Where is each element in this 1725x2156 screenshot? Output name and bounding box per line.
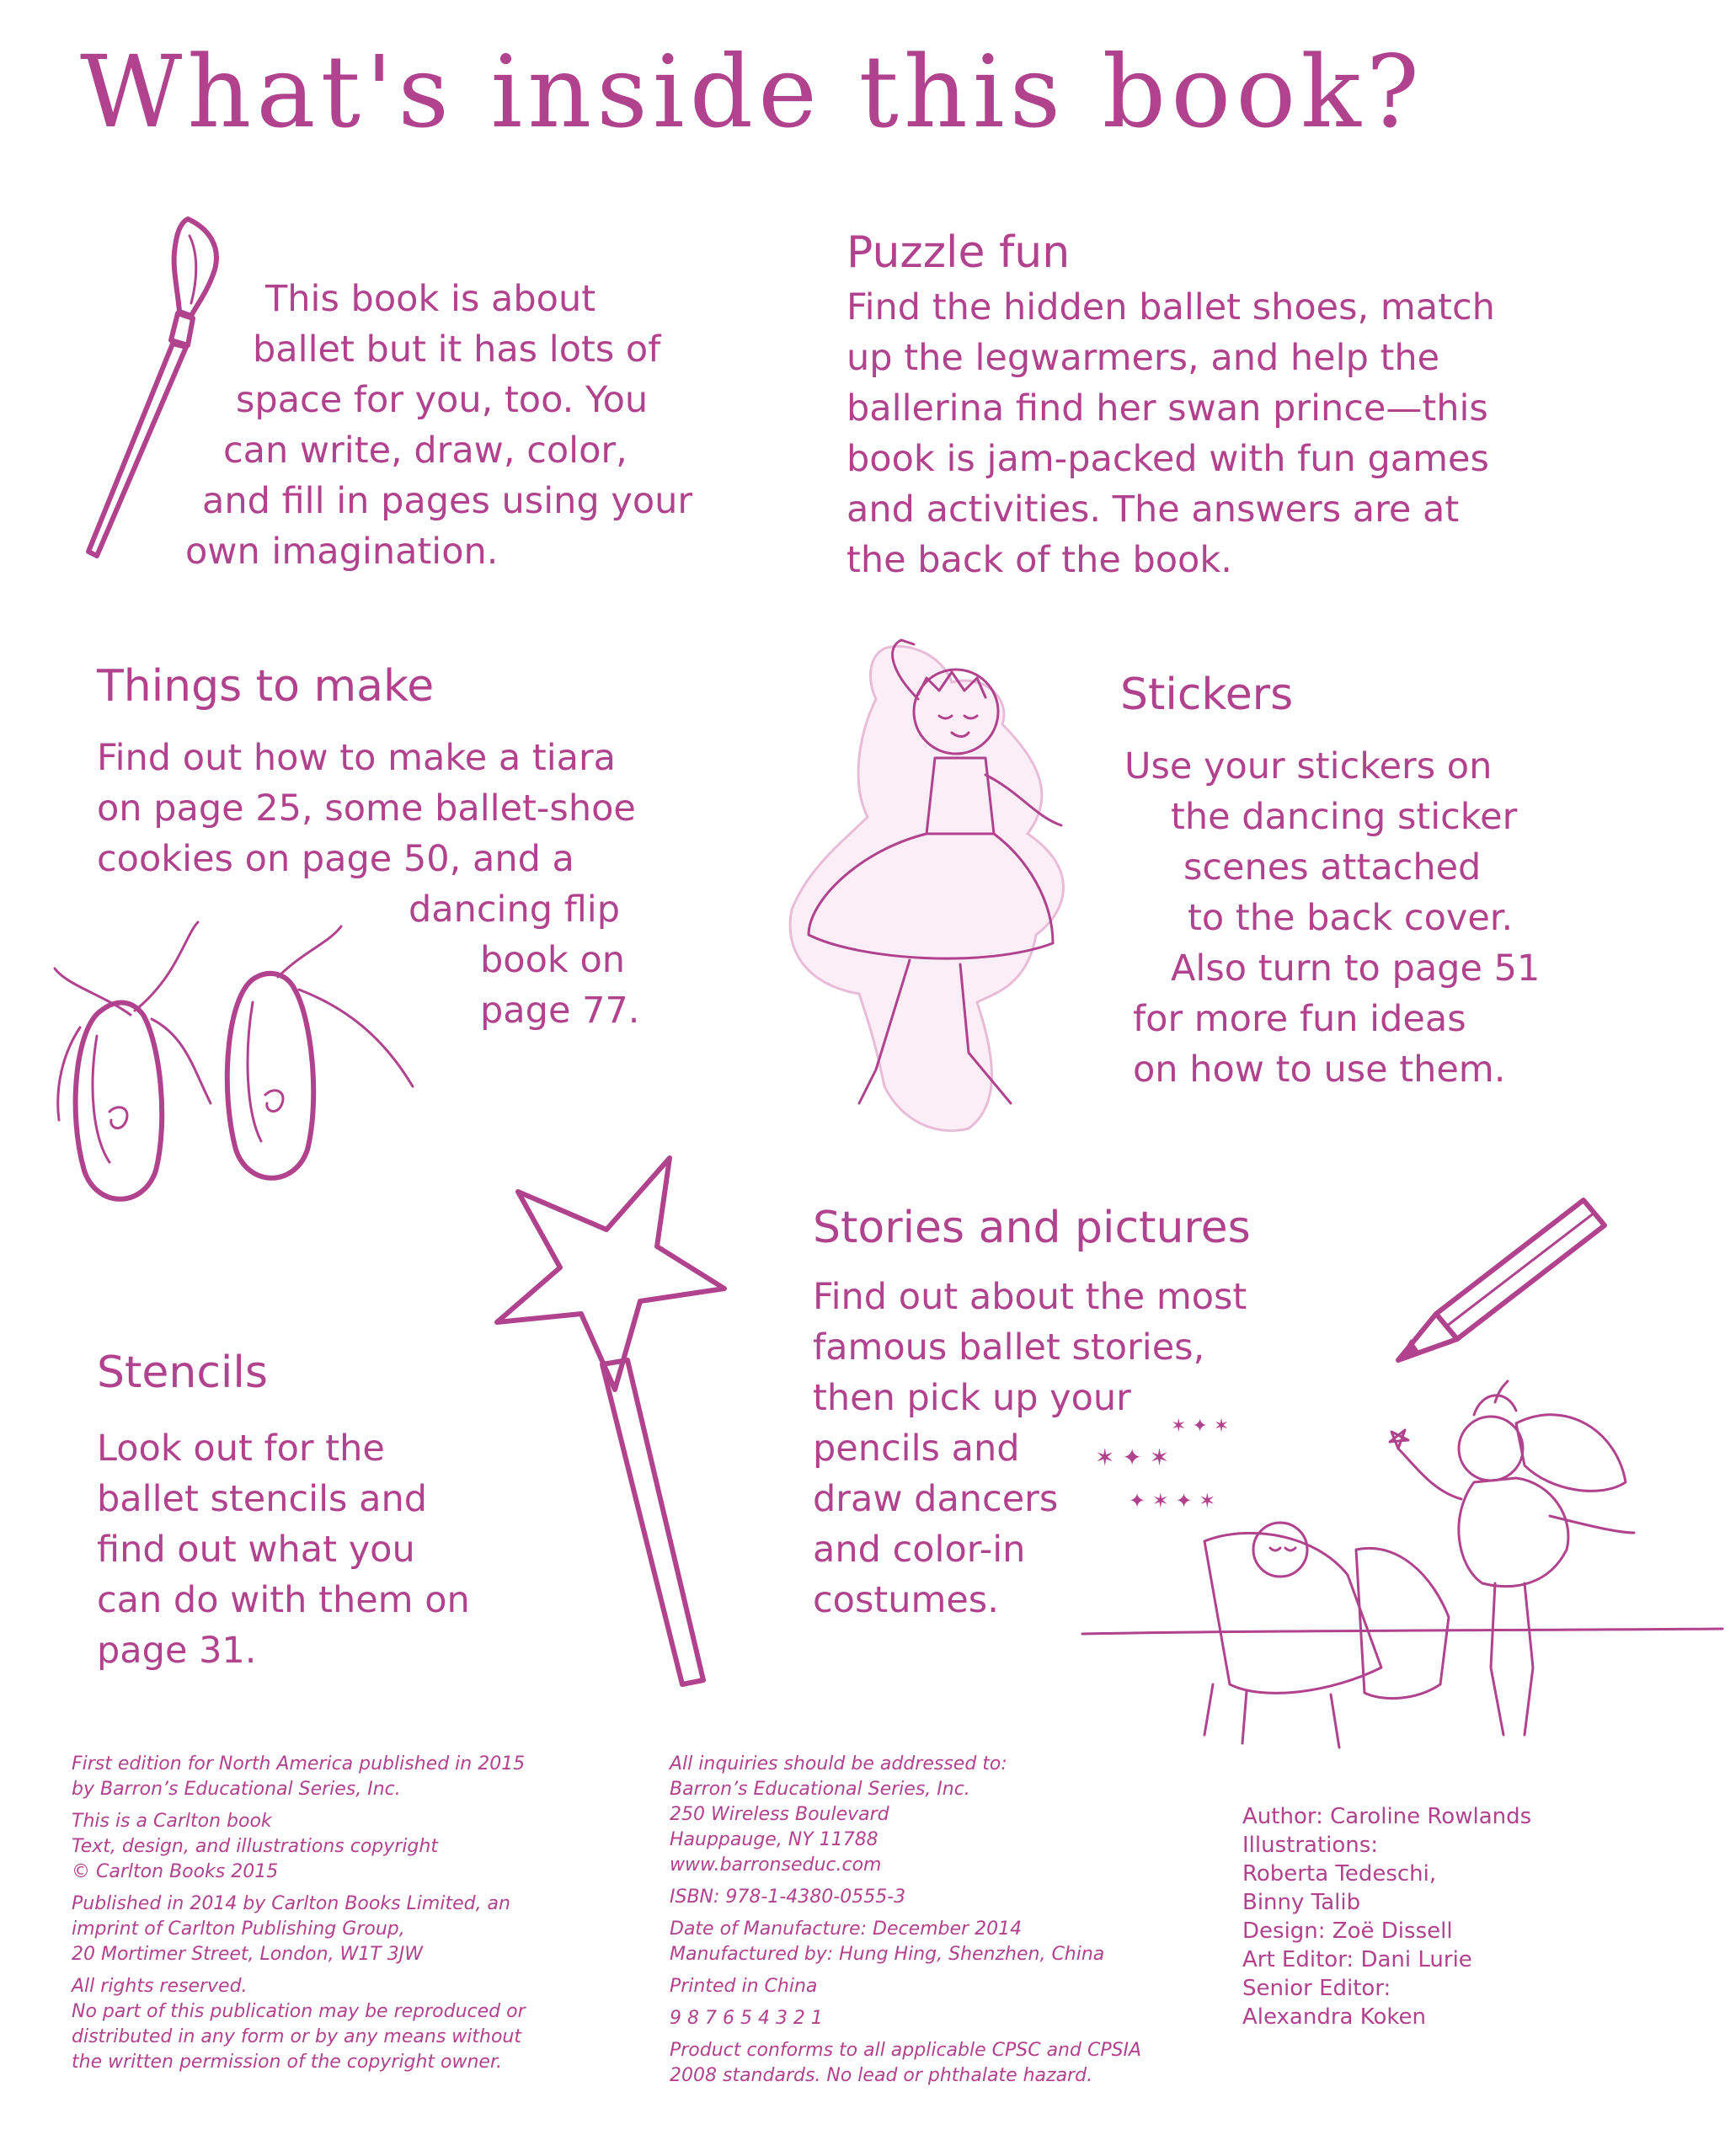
copyright-line: imprint of Carlton Publishing Group, — [72, 1919, 405, 1940]
stickers-line: Also turn to page 51 — [1171, 947, 1541, 990]
credits-block — [1242, 1802, 1531, 2031]
things-line: on page 25, some ballet-shoe — [97, 787, 636, 830]
stories-line: famous ballet stories, — [813, 1326, 1205, 1369]
copyright-line: First edition for North America published in 2015 — [72, 1753, 526, 1774]
credit-line: Roberta Tedeschi, — [1242, 1861, 1437, 1886]
puzzle-line: ballerina find her swan prince—this — [846, 387, 1488, 430]
publisher-line[interactable]: www.barronseduc.com — [670, 1854, 882, 1876]
copyright-line: All rights reserved. — [72, 1976, 248, 1997]
stickers-line: to the back cover. — [1188, 897, 1514, 939]
credit-line: Senior Editor: — [1242, 1976, 1391, 2001]
copyright-line: 20 Mortimer Street, London, W1T 3JW — [72, 1944, 423, 1965]
copyright-line: Text, design, and illustrations copyright — [72, 1836, 438, 1857]
publisher-para — [670, 2006, 1141, 2031]
copyright-para — [72, 1974, 526, 2075]
star-wand-icon — [480, 1154, 733, 1693]
stencils-text — [97, 1423, 470, 1676]
puzzle-line: the back of the book. — [846, 539, 1232, 581]
copyright-line: distributed in any form or by any means without — [72, 2026, 521, 2047]
credit-line: Illustrations: — [1242, 1833, 1379, 1858]
ballet-shoes-icon — [51, 918, 446, 1221]
publisher-line: Printed in China — [670, 1976, 818, 1997]
stencils-line: find out what you — [97, 1529, 415, 1571]
publisher-line: All inquiries should be addressed to: — [670, 1753, 1007, 1774]
things-line: Find out how to make a tiara — [97, 737, 617, 779]
stickers-text — [1124, 741, 1540, 1095]
puzzle-line: up the legwarmers, and help the — [846, 337, 1440, 379]
intro-line: This book is about — [265, 278, 596, 320]
fairy-cradle-illustration — [1078, 1381, 1725, 1794]
stickers-heading: Stickers — [1120, 670, 1294, 720]
publisher-line: Hauppauge, NY 11788 — [670, 1829, 879, 1850]
copyright-line: This is a Carlton book — [72, 1811, 272, 1832]
stencils-line: can do with them on — [97, 1579, 470, 1621]
intro-text — [185, 274, 692, 577]
stencils-line: Look out for the — [97, 1428, 385, 1470]
copyright-para — [72, 1892, 526, 1967]
things-heading: Things to make — [97, 661, 435, 712]
stickers-line: Use your stickers on — [1124, 745, 1493, 787]
copyright-para — [72, 1809, 526, 1885]
svg-text:✦ ✶ ✦ ✶: ✦ ✶ ✦ ✶ — [1129, 1489, 1216, 1513]
things-line: dancing flip — [409, 889, 621, 931]
credit-line: Alexandra Koken — [1242, 2004, 1427, 2030]
credit-line: Author: Caroline Rowlands — [1242, 1804, 1532, 1829]
stencils-line: page 31. — [97, 1630, 257, 1672]
credit-line: Art Editor: Dani Lurie — [1242, 1947, 1472, 1972]
stories-line: draw dancers — [813, 1478, 1059, 1520]
intro-line: own imagination. — [185, 531, 499, 573]
stickers-line: the dancing sticker — [1171, 796, 1518, 838]
credit-line: Design: Zoë Dissell — [1242, 1919, 1453, 1944]
stickers-line: for more fun ideas — [1133, 998, 1466, 1040]
stories-line: and color-in — [813, 1529, 1026, 1571]
publisher-para — [670, 1752, 1141, 1878]
page-title: What's inside this book? — [80, 34, 1425, 150]
publisher-line: Product conforms to all applicable CPSC and CPSIA — [670, 2040, 1142, 2061]
stories-line: pencils and — [813, 1428, 1020, 1470]
stories-line: then pick up your — [813, 1377, 1131, 1419]
copyright-line: No part of this publication may be reproduced or — [72, 2001, 526, 2022]
stickers-line: scenes attached — [1183, 846, 1482, 889]
stickers-line: on how to use them. — [1133, 1049, 1506, 1091]
intro-line: ballet but it has lots of — [253, 328, 661, 371]
stories-line: costumes. — [813, 1579, 999, 1621]
copyright-line: by Barron’s Educational Series, Inc. — [72, 1779, 401, 1800]
intro-line: space for you, too. You — [236, 379, 649, 421]
publisher-para — [670, 1917, 1141, 1967]
publisher-line: Manufactured by: Hung Hing, Shenzhen, China — [670, 1944, 1105, 1965]
copyright-para — [72, 1752, 526, 1802]
publisher-line: Date of Manufacture: December 2014 — [670, 1919, 1023, 1940]
copyright-line: the written permission of the copyright owner. — [72, 2052, 502, 2073]
ballerina-sticker-icon — [775, 632, 1078, 1137]
print-line-numbers: 9 8 7 6 5 4 3 2 1 — [670, 2008, 823, 2029]
pencil-icon — [1390, 1196, 1609, 1364]
things-line: page 77. — [480, 990, 640, 1032]
copyright-block — [72, 1752, 526, 2082]
puzzle-line: and activities. The answers are at — [846, 488, 1460, 531]
publisher-para — [670, 2038, 1141, 2089]
puzzle-text — [846, 282, 1495, 585]
stories-line: Find out about the most — [813, 1276, 1247, 1318]
publisher-block — [670, 1752, 1141, 2095]
svg-text:✶ ✦ ✶: ✶ ✦ ✶ — [1095, 1444, 1170, 1471]
publisher-line: Barron’s Educational Series, Inc. — [670, 1779, 970, 1800]
stencils-heading: Stencils — [97, 1348, 268, 1398]
things-line: book on — [480, 939, 626, 981]
puzzle-line: Find the hidden ballet shoes, match — [846, 286, 1495, 328]
things-line: cookies on page 50, and a — [97, 838, 574, 880]
copyright-line: © Carlton Books 2015 — [72, 1861, 279, 1882]
puzzle-heading: Puzzle fun — [846, 227, 1071, 278]
publisher-para — [670, 1974, 1141, 1999]
stencils-line: ballet stencils and — [97, 1478, 427, 1520]
publisher-line: 2008 standards. No lead or phthalate hazard. — [670, 2065, 1093, 2086]
puzzle-line: book is jam-packed with fun games — [846, 438, 1489, 480]
credit-line: Binny Talib — [1242, 1890, 1361, 1915]
publisher-para — [670, 1885, 1141, 1910]
intro-line: and fill in pages using your — [202, 480, 693, 522]
isbn: ISBN: 978-1-4380-0555-3 — [670, 1886, 906, 1908]
intro-line: can write, draw, color, — [223, 430, 628, 472]
publisher-line: 250 Wireless Boulevard — [670, 1804, 889, 1825]
copyright-line: Published in 2014 by Carlton Books Limited, an — [72, 1893, 510, 1914]
svg-text:✶ ✦ ✶: ✶ ✦ ✶ — [1171, 1416, 1230, 1437]
stories-heading: Stories and pictures — [813, 1203, 1251, 1253]
